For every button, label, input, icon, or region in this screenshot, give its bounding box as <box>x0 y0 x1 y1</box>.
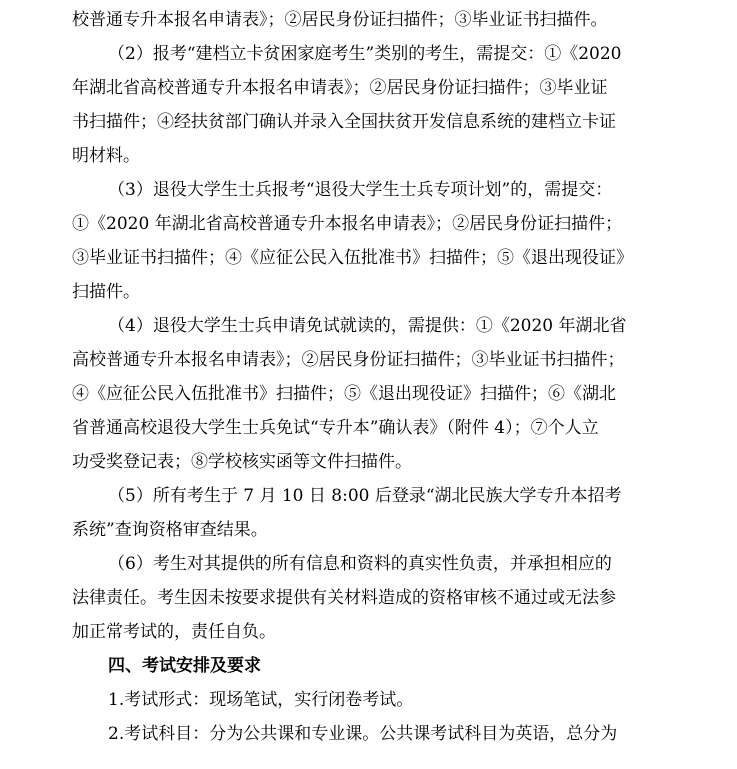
text-line-6: （3）退役大学生士兵报考“退役大学生士兵专项计划”的，需提交： <box>108 180 613 200</box>
text-line-2: （2）报考“建档立卡贫困家庭考生”类别的考生，需提交：①《2020 <box>108 44 622 64</box>
text-line-13: 省普通高校退役大学生士兵免试“专升本”确认表》（附件 4）；⑦个人立 <box>72 418 599 438</box>
text-line-11: 高校普通专升本报名申请表》；②居民身份证扫描件；③毕业证书扫描件； <box>72 350 625 370</box>
text-line-18: 法律责任。考生因未按要求提供有关材料造成的资格审核不通过或无法参 <box>72 588 616 608</box>
text-line-17: （6）考生对其提供的所有信息和资料的真实性负责，并承担相应的 <box>108 554 612 574</box>
text-line-15: （5）所有考生于 7 月 10 日 8:00 后登录“湖北民族大学专升本招考 <box>108 486 622 506</box>
text-line-19: 加正常考试的，责任自负。 <box>72 622 276 642</box>
text-line-1: 校普通专升本报名申请表》；②居民身份证扫描件；③毕业证书扫描件。 <box>72 10 608 30</box>
text-line-9: 扫描件。 <box>72 282 140 302</box>
text-line-7: ①《2020 年湖北省高校普通专升本报名申请表》；②居民身份证扫描件； <box>72 214 623 234</box>
text-line-5: 明材料。 <box>72 146 140 166</box>
text-line-22: 2.考试科目：分为公共课和专业课。公共课考试科目为英语，总分为 <box>108 724 618 744</box>
text-line-4: 书扫描件；④经扶贫部门确认并录入全国扶贫开发信息系统的建档立卡证 <box>72 112 616 132</box>
text-line-10: （4）退役大学生士兵申请免试就读的，需提供：①《2020 年湖北省 <box>108 316 627 336</box>
text-line-12: ④《应征公民入伍批准书》扫描件；⑤《退出现役证》扫描件；⑥《湖北 <box>72 384 616 404</box>
text-line-21: 1.考试形式：现场笔试，实行闭卷考试。 <box>108 690 414 710</box>
section-heading: 四、考试安排及要求 <box>108 656 261 676</box>
text-line-14: 功受奖登记表；⑧学校核实函等文件扫描件。 <box>72 452 412 472</box>
text-line-3: 年湖北省高校普通专升本报名申请表》；②居民身份证扫描件；③毕业证 <box>72 78 608 98</box>
text-line-8: ③毕业证书扫描件；④《应征公民入伍批准书》扫描件；⑤《退出现役证》 <box>72 248 633 268</box>
text-line-16: 系统”查询资格审查结果。 <box>72 520 268 540</box>
